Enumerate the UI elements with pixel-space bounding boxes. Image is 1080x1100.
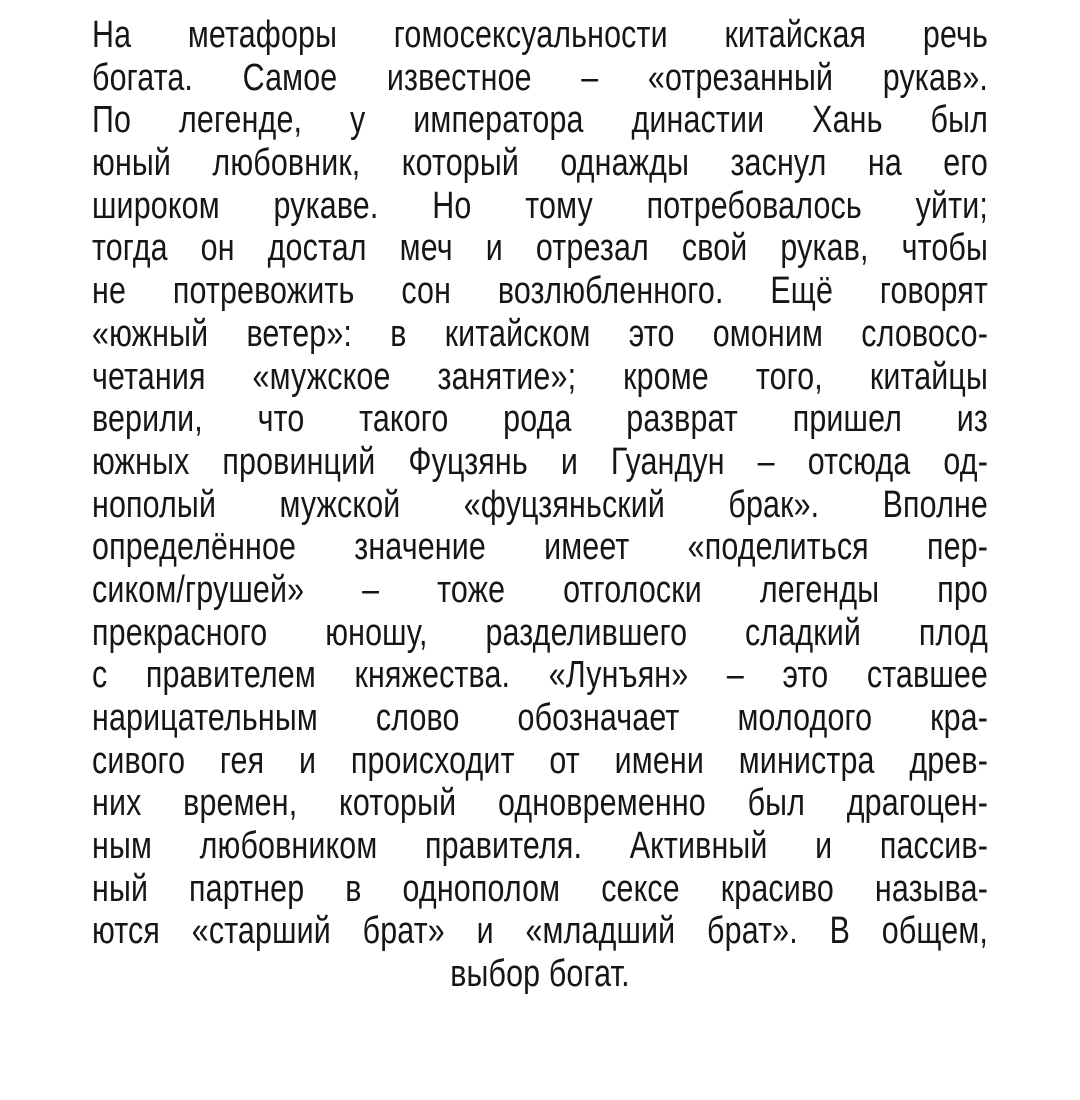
text-line-final: выбор богат. — [450, 953, 630, 996]
text-line: прекрасного юношу, разделившего сладкий плод — [92, 611, 988, 654]
text-line: По легенде, у императора династии Хань был — [92, 99, 988, 142]
text-line: сивого гея и происходит от имени министра древ- — [92, 739, 988, 782]
text-line: «южный ветер»: в китайском это омоним словосо- — [92, 312, 988, 355]
text-line: ный партнер в однополом сексе красиво называ- — [92, 867, 988, 910]
text-line: широком рукаве. Но тому потребовалось уйти; — [92, 184, 988, 227]
text-line: ются «старший брат» и «младший брат». В общем, — [92, 910, 988, 953]
text-line: На метафоры гомосексуальности китайская речь — [92, 14, 988, 56]
text-line: них времен, который одновременно был драгоцен- — [92, 782, 988, 825]
text-line: ным любовником правителя. Активный и пассив- — [92, 825, 988, 868]
text-line: определённое значение имеет «поделиться пер- — [92, 526, 988, 569]
text-block — [92, 14, 988, 996]
text-line: нополый мужской «фуцзяньский брак». Вполне — [92, 483, 988, 526]
text-line: юный любовник, который однажды заснул на его — [92, 142, 988, 185]
text-line: нарицательным слово обозначает молодого кра- — [92, 697, 988, 739]
text-line: верили, что такого рода разврат пришел из — [92, 398, 988, 441]
text-line: сиком/грушей» – тоже отголоски легенды про — [92, 568, 988, 611]
text-line: с правителем княжества. «Лунъян» – это ставшее — [92, 654, 988, 697]
text-line: не потревожить сон возлюбленного. Ещё говорят — [92, 270, 988, 313]
text-line: тогда он достал меч и отрезал свой рукав, чтобы — [92, 227, 988, 270]
text-line: четания «мужское занятие»; кроме того, китайцы — [92, 355, 988, 398]
text-line: богата. Самое известное – «отрезанный рукав». — [92, 56, 988, 99]
text-line: южных провинций Фуцзянь и Гуандун – отсюда од- — [92, 440, 988, 483]
